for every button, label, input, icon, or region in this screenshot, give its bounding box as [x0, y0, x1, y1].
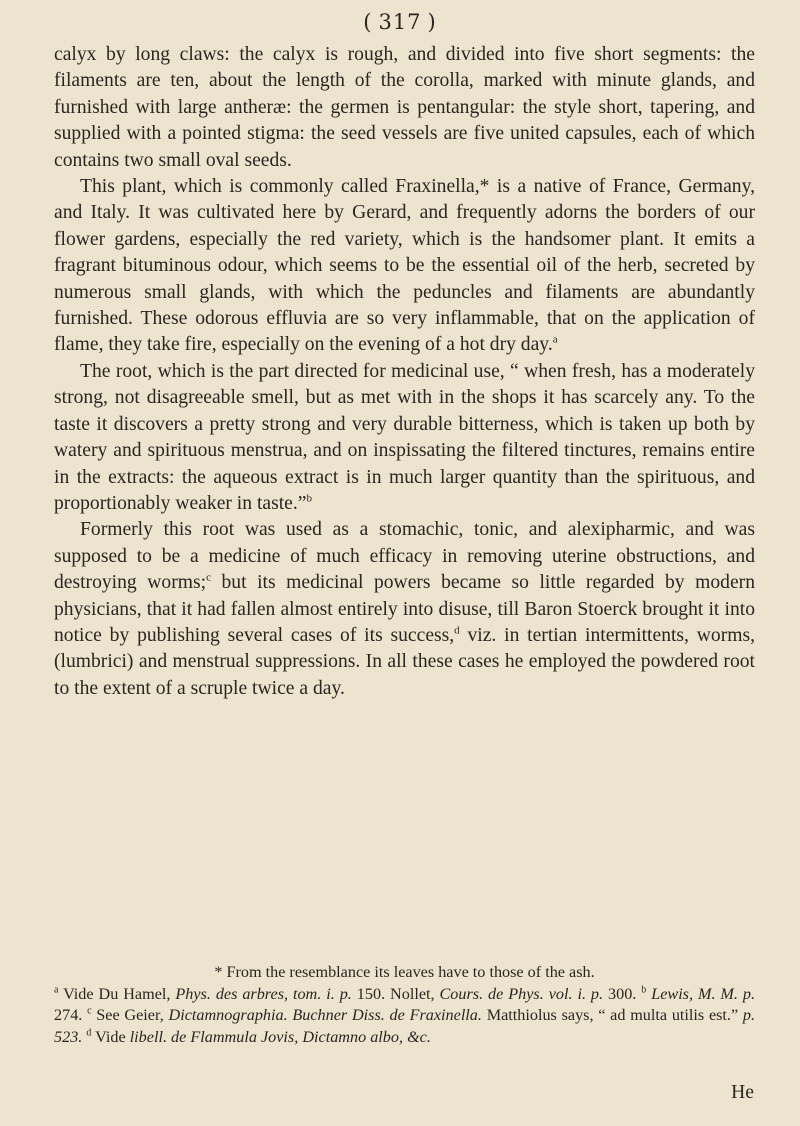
paragraph-calyx: calyx by long claws: the calyx is rough, and divided into five short segments: the filaments are ten, about the length of the corolla, marked with minute glands, and furnished with large antheræ: the germen is pentangular: the style short, tapering, and supplied with a pointed stigma: the seed vessels are five united capsules, each of which contains two small oval seeds. [54, 44, 755, 171]
main-text [54, 42, 755, 702]
note-ref-a: a [552, 333, 558, 346]
paragraph-formerly: Formerly this root was used as a stomachic, tonic, and alexipharmic, and was supposed to be a medicine of much efficacy in removing uterine obstructions, and destroying worms;$^c$ but its medicinal powers became so little regarded by modern physicians, that it had fallen almost entirely into disuse, till Baron Stoerck brought it into notice by publishing several cases of its success,$^d$ viz. in tertian intermittents, worms, (lumbrici) and menstrual suppressions. In all these cases he employed the powdered root to the extent of a scruple twice a day. [54, 519, 755, 699]
catchword: He [731, 1082, 754, 1103]
footnote-block: $^a$ Vide Du Hamel, Phys. des arbres, tom. i. p. 150. Nollet, Cours. de Phys. vol. i. p. 300. $^b$ Lewis, M. M. p. 274. $^c$ See Geier, Dictamnographia. Buchner Diss. de Fraxinella. Matthiolus says, “ ad multa utilis est.” p. 523. $^d$ Vide libell. de Flammula Jovis, Dictamno albo, &c. [54, 984, 756, 1046]
footnote-star: * From the resemblance its leaves have to those of the ash. [214, 963, 595, 981]
note-ref-b: b [306, 492, 312, 505]
footnotes [54, 962, 755, 1048]
note-ref-d: d [454, 624, 460, 637]
page-number: ( 317 ) [363, 10, 437, 34]
paragraph-root: The root, which is the part directed for medicinal use, “ when fresh, has a moderately strong, not disagreeable smell, but as met with in the shops it has scarcely any. To the taste it discovers a pretty strong and very durable bitterness, which is taken up both by watery and spirituous menstrua, and on inspissating the filtered tinctures, remains entire in the extracts: the aqueous extract is in much larger quantity than the spirituous, and proportionably weaker in taste.”$^b$ [54, 360, 755, 514]
note-ref-c: c [206, 571, 211, 584]
paragraph-fraxinella: This plant, which is commonly called Fraxinella,* is a native of France, Germany, and Italy. It was cultivated here by Gerard, and frequently adorns the borders of our flower gardens, especially the red variety, which is the handsomer plant. It emits a fragrant bituminous odour, which seems to be the essential oil of the herb, secreted by numerous small glands, with which the peduncles and filaments are abundantly furnished. These odorous effluvia are so very inflammable, that on the application of flame, they take fire, especially on the evening of a hot dry day.$^a$ [54, 176, 755, 356]
